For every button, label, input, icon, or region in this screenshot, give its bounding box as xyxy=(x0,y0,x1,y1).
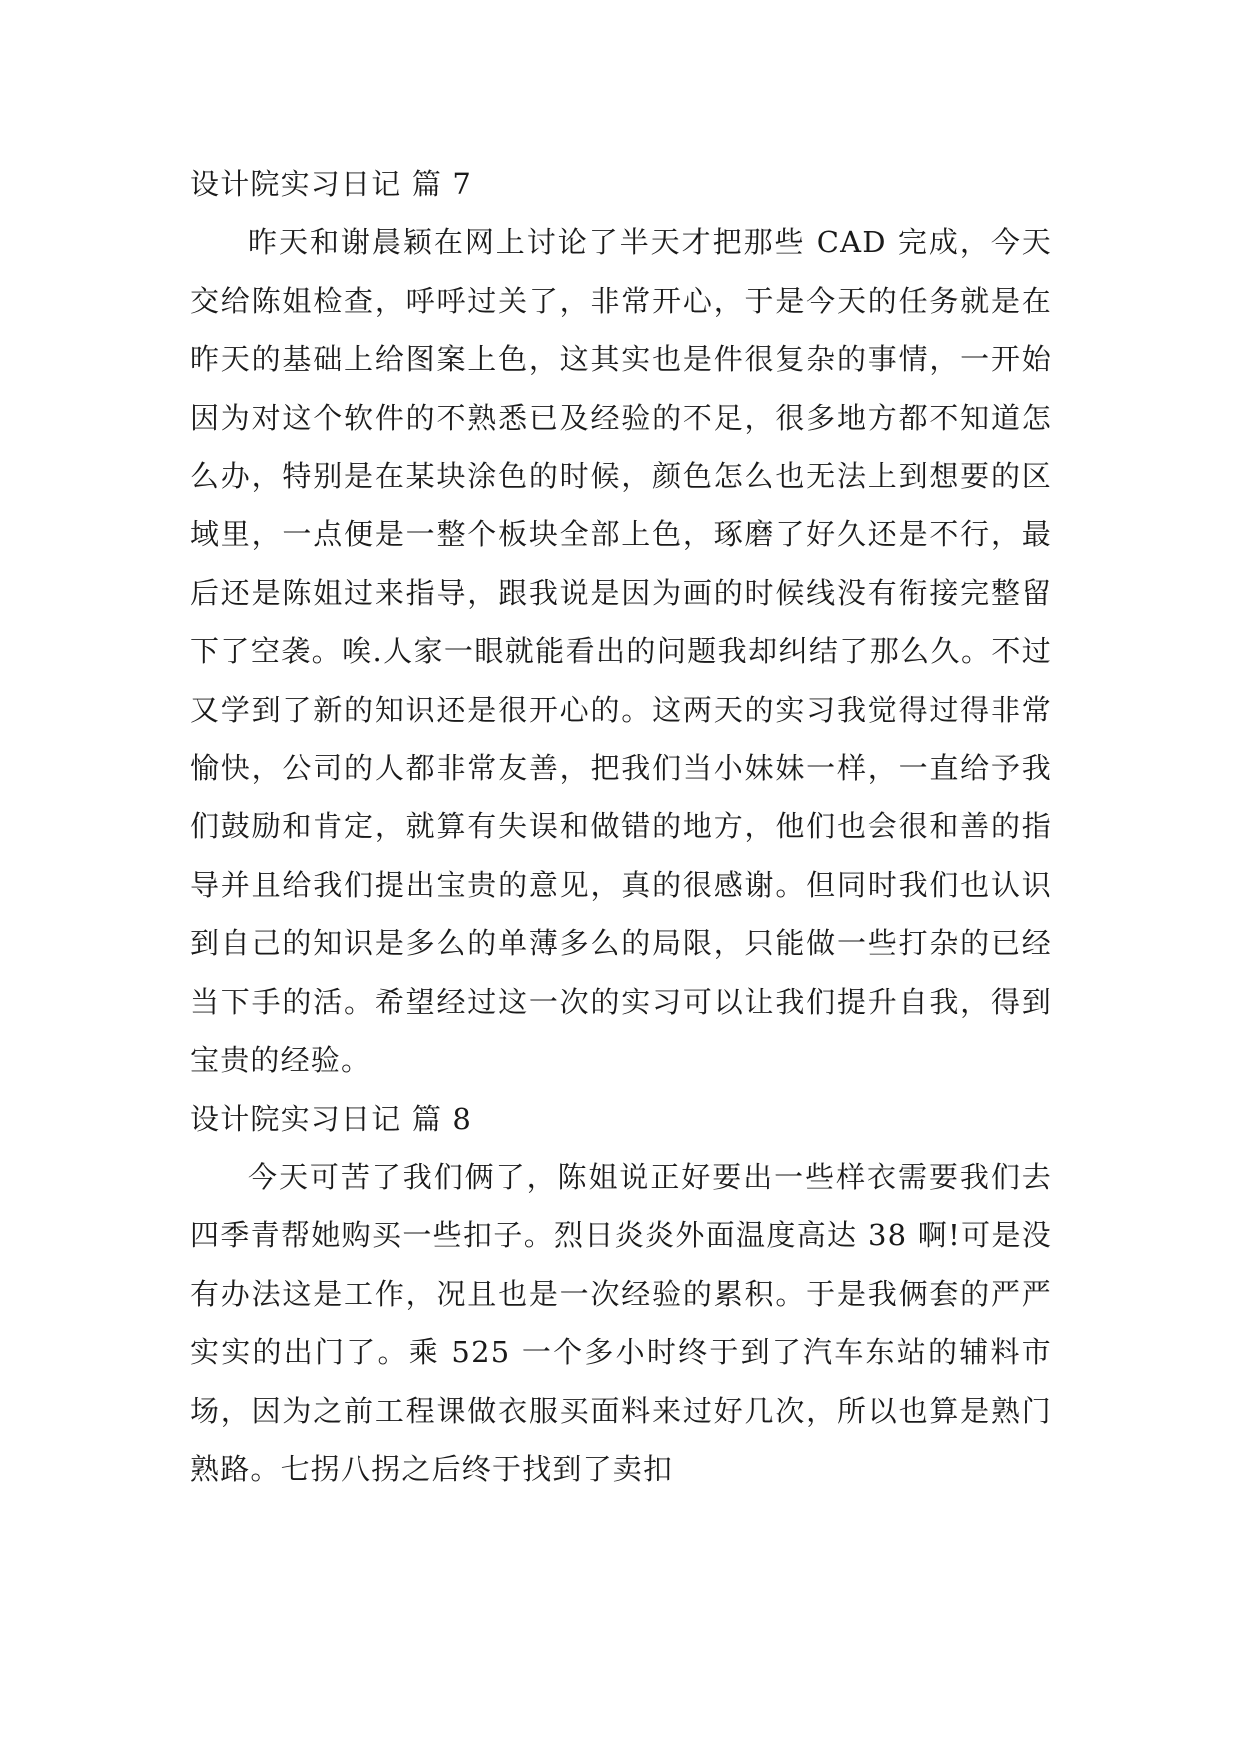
section-heading-8: 设计院实习日记 篇 8 xyxy=(190,1101,473,1136)
section-heading-7: 设计院实习日记 篇 7 xyxy=(190,167,473,201)
document-content xyxy=(190,155,1052,1498)
section-body-7: 昨天和谢晨颖在网上讨论了半天才把那些 CAD 完成，今天交给陈姐检查，呼呼过关了，非常开心，于是今天的任务就是在昨天的基础上给图案上色，这其实也是件很复杂的事情，一开始因为对这个软件的不熟悉已及经验的不足，很多地方都不知道怎么办，特别是在某块涂色的时候，颜色怎么也无法上到想要的区域里，一点便是一整个板块全部上色，琢磨了好久还是不行，最后还是陈姐过来指导，跟我说是因为画的时候线没有衔接完整留下了空袭。唉.人家一眼就能看出的问题我却纠结了那么久。不过又学到了新的知识还是很开心的。这两天的实习我觉得过得非常愉快，公司的人都非常友善，把我们当小妹妹一样，一直给予我们鼓励和肯定，就算有失误和做错的地方，他们也会很和善的指导并且给我们提出宝贵的意见，真的很感谢。但同时我们也认识到自己的知识是多么的单薄多么的局限，只能做一些打杂的已经当下手的活。希望经过这一次的实习可以让我们提升自我，得到宝贵的经验。 xyxy=(190,225,1052,1078)
section-body-8: 今天可苦了我们俩了，陈姐说正好要出一些样衣需要我们去四季青帮她购买一些扣子。烈日炎炎外面温度高达 38 啊!可是没有办法这是工作，况且也是一次经验的累积。于是我俩套的严严实实的出门了。乘 525 一个多小时终于到了汽车东站的辅料市场，因为之前工程课做衣服买面料来过好几次，所以也算是熟门熟路。七拐八拐之后终于找到了卖扣 xyxy=(190,1159,1052,1486)
